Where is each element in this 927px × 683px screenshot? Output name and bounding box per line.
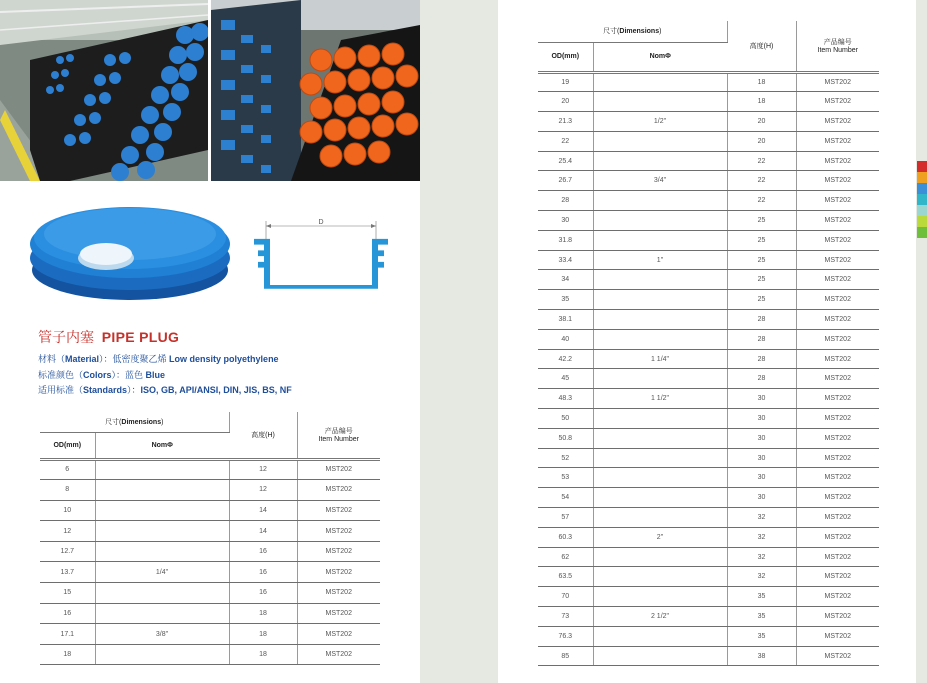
item-number-cell: MST202 <box>297 459 380 480</box>
product-title <box>38 327 179 347</box>
item-number-cell: MST202 <box>297 500 380 521</box>
table-row <box>538 290 879 310</box>
od-cell: 26.7 <box>538 171 593 191</box>
table-row <box>538 92 879 112</box>
od-cell: 6 <box>40 459 95 480</box>
height-cell: 22 <box>727 151 796 171</box>
nom-cell <box>593 270 727 290</box>
nom-cell <box>593 329 727 349</box>
od-cell: 85 <box>538 646 593 666</box>
height-cell: 25 <box>727 211 796 231</box>
item-number-cell: MST202 <box>796 329 879 349</box>
height-cell: 18 <box>727 92 796 112</box>
height-cell: 32 <box>727 567 796 587</box>
nom-cell <box>593 448 727 468</box>
nom-header: NomΦ <box>95 432 229 459</box>
item-number-cell: MST202 <box>796 112 879 132</box>
item-number-header: 产品编号 Item Number <box>297 412 380 459</box>
od-cell: 76.3 <box>538 626 593 646</box>
table-body-right <box>538 72 879 666</box>
table-row <box>538 270 879 290</box>
od-cell: 53 <box>538 468 593 488</box>
item-number-cell: MST202 <box>796 488 879 508</box>
height-cell: 25 <box>727 290 796 310</box>
table-row <box>538 329 879 349</box>
height-header: 高度(H) <box>229 412 297 459</box>
nom-cell <box>593 131 727 151</box>
od-cell: 57 <box>538 508 593 528</box>
table-row <box>538 310 879 330</box>
nom-cell <box>593 488 727 508</box>
nom-cell <box>95 480 229 501</box>
od-cell: 62 <box>538 547 593 567</box>
product-title-en: PIPE PLUG <box>101 329 180 345</box>
table-row <box>538 151 879 171</box>
height-cell: 18 <box>229 644 297 665</box>
od-cell: 17.1 <box>40 624 95 645</box>
height-cell: 22 <box>727 191 796 211</box>
item-number-cell: MST202 <box>796 230 879 250</box>
item-number-cell: MST202 <box>796 211 879 231</box>
nom-cell <box>593 290 727 310</box>
od-header: OD(mm) <box>40 432 95 459</box>
od-cell: 12 <box>40 521 95 542</box>
item-number-cell: MST202 <box>796 626 879 646</box>
item-number-cell: MST202 <box>796 428 879 448</box>
height-cell: 25 <box>727 270 796 290</box>
table-row <box>538 448 879 468</box>
item-number-cell: MST202 <box>297 644 380 665</box>
height-cell: 28 <box>727 369 796 389</box>
item-number-cell: MST202 <box>796 607 879 627</box>
nom-cell: 2 1/2" <box>593 607 727 627</box>
nom-cell: 3/4" <box>593 171 727 191</box>
item-number-cell: MST202 <box>796 349 879 369</box>
od-cell: 63.5 <box>538 567 593 587</box>
item-number-cell: MST202 <box>796 468 879 488</box>
item-number-cell: MST202 <box>796 508 879 528</box>
height-header: 高度(H) <box>727 21 796 72</box>
section-tab[interactable] <box>917 183 927 194</box>
table-row <box>538 112 879 132</box>
nom-cell <box>95 500 229 521</box>
height-cell: 30 <box>727 448 796 468</box>
height-cell: 25 <box>727 250 796 270</box>
table-row <box>40 644 380 665</box>
height-cell: 35 <box>727 587 796 607</box>
section-tab[interactable] <box>917 194 927 205</box>
table-row <box>40 624 380 645</box>
section-tab[interactable] <box>917 227 927 238</box>
table-row <box>538 131 879 151</box>
table-row <box>538 369 879 389</box>
item-number-cell: MST202 <box>796 92 879 112</box>
nom-cell <box>593 409 727 429</box>
dimensions-header: 尺寸(Dimensions) <box>40 412 229 432</box>
table-row <box>40 521 380 542</box>
section-tab[interactable] <box>917 161 927 172</box>
od-cell: 20 <box>538 92 593 112</box>
height-cell: 25 <box>727 230 796 250</box>
nom-cell <box>593 428 727 448</box>
left-page <box>0 0 420 683</box>
od-cell: 38.1 <box>538 310 593 330</box>
nom-cell <box>593 310 727 330</box>
item-number-header: 产品编号 Item Number <box>796 21 879 72</box>
nom-cell: 1/2" <box>593 112 727 132</box>
height-cell: 16 <box>229 583 297 604</box>
table-row <box>40 603 380 624</box>
od-cell: 35 <box>538 290 593 310</box>
item-number-cell: MST202 <box>796 389 879 409</box>
od-cell: 12.7 <box>40 541 95 562</box>
table-row <box>538 72 879 92</box>
item-number-cell: MST202 <box>796 567 879 587</box>
height-cell: 28 <box>727 310 796 330</box>
od-cell: 16 <box>40 603 95 624</box>
item-number-cell: MST202 <box>796 151 879 171</box>
table-row <box>40 500 380 521</box>
nom-cell <box>593 230 727 250</box>
od-cell: 25.4 <box>538 151 593 171</box>
od-cell: 73 <box>538 607 593 627</box>
nom-cell <box>95 583 229 604</box>
warehouse-pipes-photo <box>0 0 208 181</box>
item-number-cell: MST202 <box>796 131 879 151</box>
od-cell: 50 <box>538 409 593 429</box>
nom-cell <box>593 646 727 666</box>
nom-cell <box>593 151 727 171</box>
height-cell: 30 <box>727 409 796 429</box>
color-value: Blue <box>145 370 166 380</box>
item-number-cell: MST202 <box>796 290 879 310</box>
nom-cell: 1 1/4" <box>593 349 727 369</box>
height-cell: 35 <box>727 607 796 627</box>
height-cell: 18 <box>229 624 297 645</box>
nom-cell <box>593 567 727 587</box>
table-row <box>40 562 380 583</box>
od-cell: 52 <box>538 448 593 468</box>
pipe-plug-image <box>28 192 233 304</box>
od-cell: 33.4 <box>538 250 593 270</box>
od-cell: 18 <box>40 644 95 665</box>
item-number-cell: MST202 <box>297 521 380 542</box>
od-cell: 34 <box>538 270 593 290</box>
table-row <box>538 428 879 448</box>
section-tab[interactable] <box>917 172 927 183</box>
nom-cell: 1/4" <box>95 562 229 583</box>
height-cell: 18 <box>229 603 297 624</box>
product-title-cn: 管子内塞 <box>38 329 94 345</box>
table-row <box>538 587 879 607</box>
od-cell: 48.3 <box>538 389 593 409</box>
height-cell: 32 <box>727 527 796 547</box>
item-number-cell: MST202 <box>297 624 380 645</box>
table-row <box>538 547 879 567</box>
height-cell: 12 <box>229 459 297 480</box>
nom-cell: 1 1/2" <box>593 389 727 409</box>
item-number-cell: MST202 <box>796 171 879 191</box>
od-cell: 60.3 <box>538 527 593 547</box>
item-number-cell: MST202 <box>796 72 879 92</box>
section-color-tabs <box>917 161 927 238</box>
height-cell: 35 <box>727 626 796 646</box>
table-row <box>538 191 879 211</box>
nom-cell <box>95 521 229 542</box>
od-cell: 30 <box>538 211 593 231</box>
od-cell: 28 <box>538 191 593 211</box>
standard-value: ISO, GB, API/ANSI, DIN, JIS, BS, NF <box>140 385 292 395</box>
height-cell: 12 <box>229 480 297 501</box>
od-cell: 31.8 <box>538 230 593 250</box>
nom-cell <box>593 587 727 607</box>
od-header: OD(mm) <box>538 42 593 72</box>
nom-cell <box>95 603 229 624</box>
nom-header: NomΦ <box>593 42 727 72</box>
dimensions-table-right <box>538 21 879 666</box>
item-number-cell: MST202 <box>796 527 879 547</box>
table-row <box>538 409 879 429</box>
od-cell: 45 <box>538 369 593 389</box>
right-page <box>498 0 916 683</box>
plug-cross-section-diagram <box>252 214 390 292</box>
height-cell: 38 <box>727 646 796 666</box>
od-cell: 22 <box>538 131 593 151</box>
nom-cell <box>593 626 727 646</box>
table-body-left <box>40 459 380 665</box>
item-number-cell: MST202 <box>796 587 879 607</box>
od-cell: 21.3 <box>538 112 593 132</box>
table-row <box>538 171 879 191</box>
nom-cell <box>593 468 727 488</box>
od-cell: 13.7 <box>40 562 95 583</box>
table-row <box>538 646 879 666</box>
height-cell: 20 <box>727 112 796 132</box>
od-cell: 42.2 <box>538 349 593 369</box>
height-cell: 30 <box>727 389 796 409</box>
item-number-cell: MST202 <box>796 310 879 330</box>
item-number-cell: MST202 <box>796 250 879 270</box>
item-number-cell: MST202 <box>796 191 879 211</box>
height-cell: 28 <box>727 329 796 349</box>
table-row <box>538 508 879 528</box>
od-cell: 70 <box>538 587 593 607</box>
item-number-cell: MST202 <box>796 270 879 290</box>
table-row <box>40 480 380 501</box>
height-cell: 18 <box>727 72 796 92</box>
nom-cell <box>593 92 727 112</box>
od-cell: 40 <box>538 329 593 349</box>
height-cell: 20 <box>727 131 796 151</box>
diagram-d-label: D <box>318 219 324 226</box>
nom-cell: 1" <box>593 250 727 270</box>
height-cell: 28 <box>727 349 796 369</box>
nom-cell <box>593 508 727 528</box>
nom-cell <box>593 72 727 92</box>
table-row <box>538 527 879 547</box>
od-cell: 8 <box>40 480 95 501</box>
item-number-cell: MST202 <box>297 603 380 624</box>
od-cell: 19 <box>538 72 593 92</box>
item-number-cell: MST202 <box>796 409 879 429</box>
table-row <box>538 230 879 250</box>
material-value: Low density polyethylene <box>169 354 279 364</box>
nom-cell <box>593 547 727 567</box>
table-row <box>538 607 879 627</box>
nom-cell <box>95 644 229 665</box>
item-number-cell: MST202 <box>796 369 879 389</box>
section-tab[interactable] <box>917 205 927 216</box>
nom-cell <box>593 369 727 389</box>
spec-standard: 适用标准（Standards）：ISO, GB, API/ANSI, DIN, JIS, BS, NF <box>38 385 292 395</box>
item-number-cell: MST202 <box>796 448 879 468</box>
section-tab[interactable] <box>917 216 927 227</box>
item-number-cell: MST202 <box>297 480 380 501</box>
height-cell: 16 <box>229 541 297 562</box>
height-cell: 30 <box>727 468 796 488</box>
spec-material: 材料（Material）：低密度聚乙烯 Low density polyethylene <box>38 354 279 364</box>
dimensions-table-left <box>40 412 380 665</box>
height-cell: 32 <box>727 547 796 567</box>
nom-cell <box>95 541 229 562</box>
table-row <box>40 459 380 480</box>
item-number-cell: MST202 <box>796 547 879 567</box>
nom-cell <box>95 459 229 480</box>
height-cell: 14 <box>229 521 297 542</box>
table-row <box>538 349 879 369</box>
item-number-cell: MST202 <box>297 541 380 562</box>
od-cell: 15 <box>40 583 95 604</box>
od-cell: 10 <box>40 500 95 521</box>
height-cell: 30 <box>727 428 796 448</box>
table-row <box>538 389 879 409</box>
table-row <box>40 583 380 604</box>
dimensions-header: 尺寸(Dimensions) <box>538 21 727 42</box>
item-number-cell: MST202 <box>297 562 380 583</box>
height-cell: 22 <box>727 171 796 191</box>
spec-color: 标准颜色（Colors）：蓝色 Blue <box>38 370 166 380</box>
nom-cell <box>593 211 727 231</box>
item-number-cell: MST202 <box>796 646 879 666</box>
table-row <box>538 567 879 587</box>
nom-cell: 2" <box>593 527 727 547</box>
table-row <box>538 250 879 270</box>
height-cell: 16 <box>229 562 297 583</box>
height-cell: 32 <box>727 508 796 528</box>
nom-cell: 3/8" <box>95 624 229 645</box>
table-row <box>538 211 879 231</box>
table-row <box>538 626 879 646</box>
nom-cell <box>593 191 727 211</box>
table-row <box>538 488 879 508</box>
table-row <box>40 541 380 562</box>
table-row <box>538 468 879 488</box>
height-cell: 14 <box>229 500 297 521</box>
height-cell: 30 <box>727 488 796 508</box>
orange-capped-pipes-photo <box>211 0 420 181</box>
od-cell: 54 <box>538 488 593 508</box>
od-cell: 50.8 <box>538 428 593 448</box>
item-number-cell: MST202 <box>297 583 380 604</box>
